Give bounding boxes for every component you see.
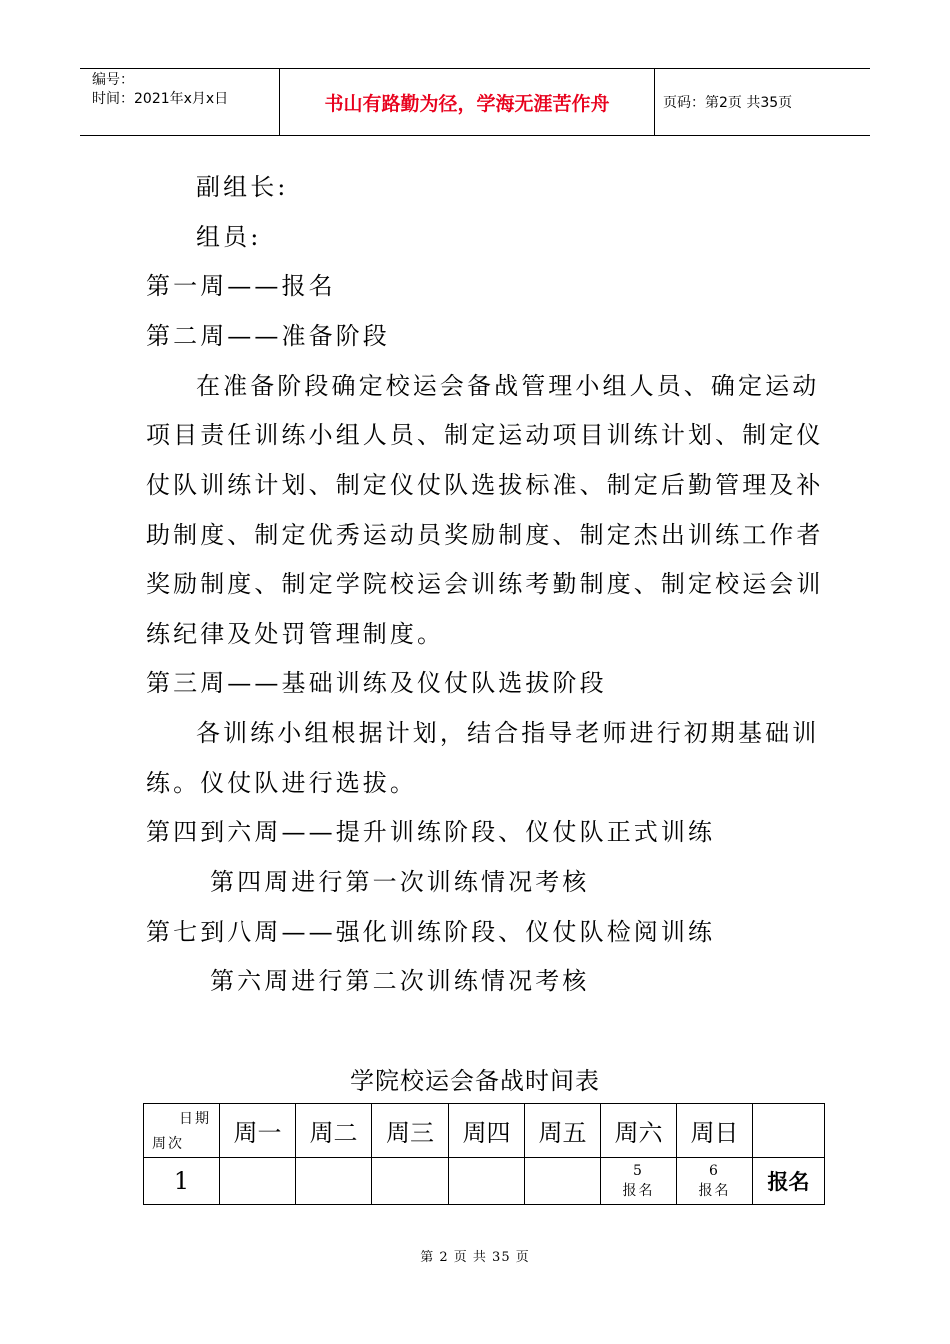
page-header [80, 68, 870, 136]
body-line: 组员: [196, 223, 262, 251]
body-line: 助制度、制定优秀运动员奖励制度、制定杰出训练工作者 [146, 521, 824, 549]
day-header: 周四 [449, 1104, 525, 1158]
body-line: 第一周——报名 [146, 272, 336, 300]
body-line: 第二周——准备阶段 [146, 322, 390, 350]
table-cell-saturday [601, 1158, 677, 1205]
day-header: 周三 [372, 1104, 449, 1158]
day-header: 周五 [525, 1104, 601, 1158]
week-number: 1 [144, 1158, 220, 1205]
header-page-info: 页码：第2页 共35页 [663, 95, 793, 111]
header-number: 编号： [92, 72, 134, 88]
day-header: 周六 [601, 1104, 677, 1158]
body-line: 第四周进行第一次训练情况考核 [210, 868, 590, 896]
header-motto: 书山有路勤为径，学海无涯苦作舟 [280, 69, 655, 135]
body-line: 第三周——基础训练及仪仗队选拔阶段 [146, 669, 607, 697]
day-header: 周日 [677, 1104, 753, 1158]
table-cell [449, 1158, 525, 1205]
table-cell [220, 1158, 296, 1205]
body-line: 第七到八周——强化训练阶段、仪仗队检阅训练 [146, 918, 716, 946]
body-line: 第四到六周——提升训练阶段、仪仗队正式训练 [146, 818, 716, 846]
table-cell [372, 1158, 449, 1205]
header-meta [80, 69, 280, 135]
body-line: 项目责任训练小组人员、制定运动项目训练计划、制定仪 [146, 421, 824, 449]
day-header: 周一 [220, 1104, 296, 1158]
body-line: 奖励制度、制定学院校运会训练考勤制度、制定校运会训 [146, 570, 824, 598]
corner-date-label: 日期 [179, 1111, 211, 1127]
header-time: 时间：2021年x月x日 [92, 91, 229, 107]
blank-header [753, 1104, 825, 1158]
table-caption: 学院校运会备战时间表 [350, 1067, 600, 1095]
table-header-row [144, 1104, 825, 1158]
body-line: 第六周进行第二次训练情况考核 [210, 967, 590, 995]
table-cell-sunday [677, 1158, 753, 1205]
body-line: 在准备阶段确定校运会备战管理小组人员、确定运动 [196, 372, 820, 400]
cell-text: 5 报名 [622, 1163, 655, 1199]
body-line: 仗队训练计划、制定仪仗队选拔标准、制定后勤管理及补 [146, 471, 824, 499]
day-header: 周二 [296, 1104, 372, 1158]
body-line: 各训练小组根据计划，结合指导老师进行初期基础训 [196, 719, 820, 747]
corner-week-label: 周次 [152, 1136, 184, 1152]
body-line: 练。仪仗队进行选拔。 [146, 769, 417, 797]
body-line: 练纪律及处罚管理制度。 [146, 620, 445, 648]
page-footer: 第 2 页 共 35 页 [420, 1250, 530, 1265]
table-row [144, 1158, 825, 1205]
schedule-table [143, 1103, 825, 1205]
corner-cell [144, 1104, 220, 1158]
table-cell [525, 1158, 601, 1205]
table-cell [296, 1158, 372, 1205]
body-line: 副组长: [196, 173, 289, 201]
registration-cell: 报名 [753, 1158, 825, 1205]
cell-text: 6 报名 [698, 1163, 731, 1199]
